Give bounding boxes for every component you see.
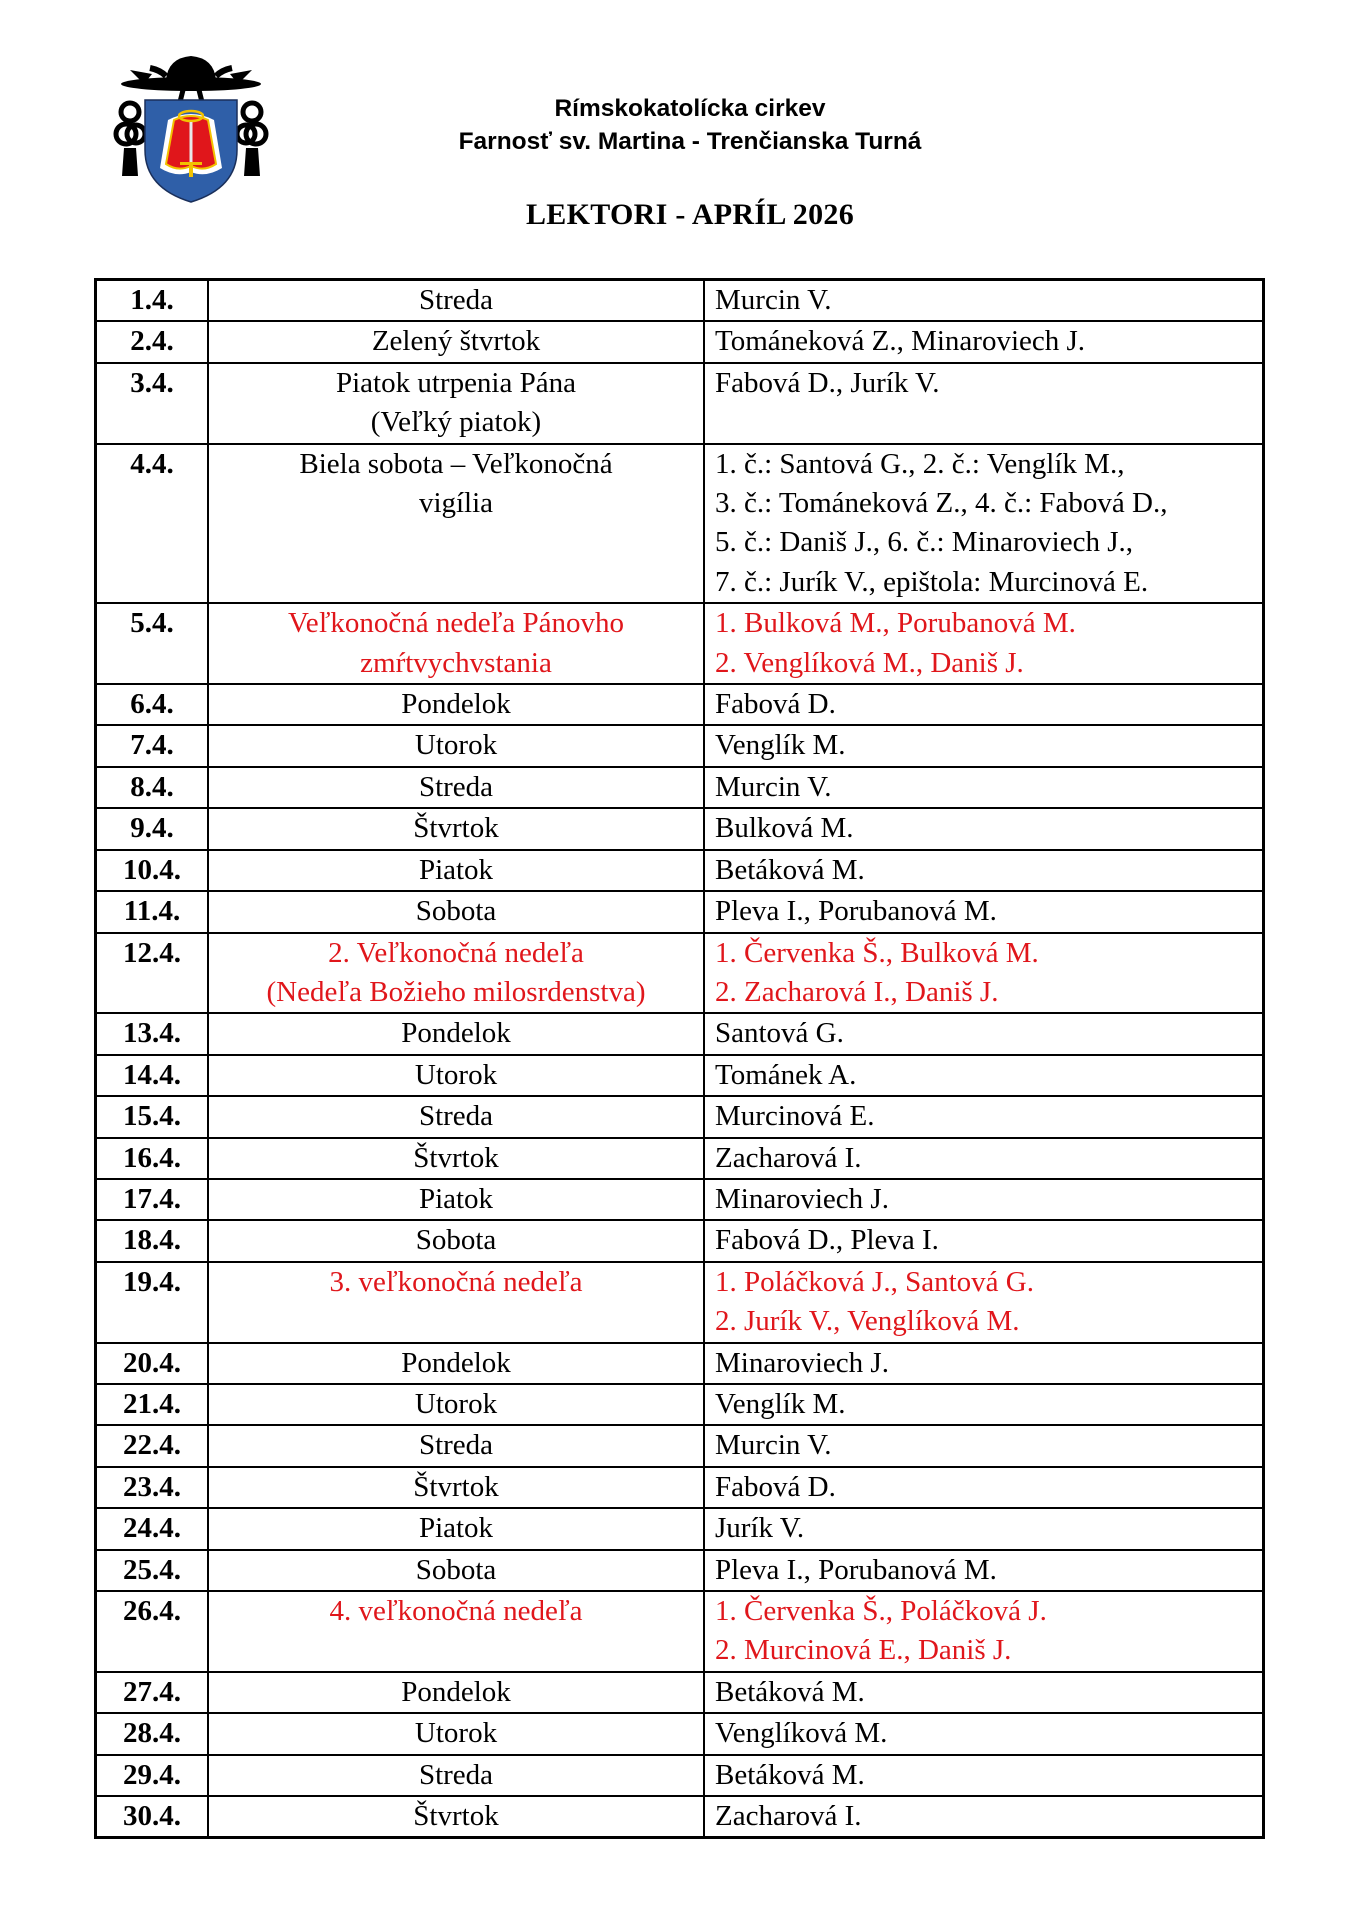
liturgical-day-cell xyxy=(208,933,704,1014)
reader-line: Murcin V. xyxy=(715,284,832,316)
liturgical-day-cell xyxy=(208,280,704,322)
readers-cell xyxy=(704,1796,1264,1838)
date-cell: 24.4. xyxy=(96,1508,209,1549)
table-row xyxy=(96,1467,1264,1508)
date-cell: 4.4. xyxy=(96,444,209,604)
table-row xyxy=(96,933,1264,1014)
table-row xyxy=(96,1755,1264,1796)
date-cell: 30.4. xyxy=(96,1796,209,1838)
liturgical-day-cell xyxy=(208,1138,704,1179)
day-line: Štvrtok xyxy=(413,1141,499,1174)
reader-line: Bulková M. xyxy=(715,812,854,845)
table-row xyxy=(96,1796,1264,1838)
liturgical-day-cell xyxy=(208,444,704,604)
liturgical-day-cell xyxy=(208,1550,704,1591)
date-cell: 19.4. xyxy=(96,1262,209,1343)
reader-line: Fabová D. xyxy=(715,1470,836,1503)
readers-cell xyxy=(704,684,1264,725)
readers-cell xyxy=(704,1220,1264,1261)
reader-line: Fabová D. xyxy=(715,688,836,721)
reader-line: 2. Murcinová E., Daniš J. xyxy=(715,1634,1012,1667)
day-line: Streda xyxy=(418,284,494,316)
liturgical-day-cell xyxy=(208,850,704,891)
date-cell: 13.4. xyxy=(96,1013,209,1054)
liturgical-day-cell xyxy=(208,1220,704,1261)
organization-name: Rímskokatolícka cirkev xyxy=(554,95,826,122)
reader-line: 1. Poláčková J., Santová G. xyxy=(715,1265,1034,1298)
reader-line: 2. Zacharová I., Daniš J. xyxy=(715,975,999,1008)
day-line: Biela sobota – Veľkonočná xyxy=(299,447,613,480)
table-row xyxy=(96,1055,1264,1096)
reader-line: Zacharová I. xyxy=(715,1800,862,1833)
date-cell: 1.4. xyxy=(96,280,209,322)
reader-line: Santová G. xyxy=(715,1017,844,1050)
table-row xyxy=(96,1013,1264,1054)
day-line: Streda xyxy=(418,1100,494,1133)
table-row xyxy=(96,1179,1264,1220)
reader-line: Betáková M. xyxy=(715,1675,865,1708)
date-cell: 20.4. xyxy=(96,1343,209,1384)
liturgical-day-cell xyxy=(208,891,704,932)
parish-coat-of-arms-icon xyxy=(108,50,274,206)
table-row xyxy=(96,280,1264,322)
day-line: Utorok xyxy=(414,729,498,762)
reader-line: Pleva I., Porubanová M. xyxy=(715,895,997,928)
date-cell: 22.4. xyxy=(96,1425,209,1466)
readers-cell xyxy=(704,1013,1264,1054)
liturgical-day-cell xyxy=(208,321,704,362)
reader-line: Fabová D., Jurík V. xyxy=(715,366,940,399)
liturgical-day-cell xyxy=(208,1672,704,1713)
day-line: Piatok xyxy=(418,1512,494,1545)
organization-header xyxy=(380,92,1000,158)
reader-line: Murcin V. xyxy=(715,1429,832,1462)
day-line: Utorok xyxy=(414,1717,498,1750)
day-line: Streda xyxy=(418,770,494,803)
readers-cell xyxy=(704,280,1264,322)
reader-line: Minaroviech J. xyxy=(715,1346,889,1379)
readers-cell xyxy=(704,1550,1264,1591)
day-line: Sobota xyxy=(415,1553,497,1586)
table-row xyxy=(96,1713,1264,1754)
reader-line: Betáková M. xyxy=(715,853,865,886)
table-row xyxy=(96,1425,1264,1466)
day-line: Pondelok xyxy=(401,1675,511,1708)
readers-cell xyxy=(704,1508,1264,1549)
day-line: Zelený štvrtok xyxy=(371,325,541,358)
table-row xyxy=(96,1096,1264,1137)
day-line: vigília xyxy=(418,487,494,520)
liturgical-day-cell xyxy=(208,1384,704,1425)
day-line: Pondelok xyxy=(401,1346,511,1379)
day-line: (Veľký piatok) xyxy=(370,406,542,439)
reader-line: Venglíková M. xyxy=(715,1717,888,1750)
date-cell: 8.4. xyxy=(96,767,209,808)
reader-line: Pleva I., Porubanová M. xyxy=(715,1553,997,1586)
reader-line: 1. č.: Santová G., 2. č.: Venglík M., xyxy=(715,447,1125,480)
readers-cell xyxy=(704,767,1264,808)
date-cell: 16.4. xyxy=(96,1138,209,1179)
table-row xyxy=(96,1550,1264,1591)
liturgical-day-cell xyxy=(208,1508,704,1549)
table-row xyxy=(96,808,1264,849)
day-line: Sobota xyxy=(415,1224,497,1257)
readers-cell xyxy=(704,1055,1264,1096)
table-row xyxy=(96,684,1264,725)
date-cell: 15.4. xyxy=(96,1096,209,1137)
readers-cell xyxy=(704,1755,1264,1796)
reader-line: Venglík M. xyxy=(715,729,846,762)
liturgical-day-cell xyxy=(208,767,704,808)
day-line: Piatok xyxy=(418,853,494,886)
schedule-body xyxy=(96,280,1264,1838)
liturgical-day-cell xyxy=(208,1013,704,1054)
readers-cell xyxy=(704,1343,1264,1384)
liturgical-day-cell xyxy=(208,1343,704,1384)
date-cell: 17.4. xyxy=(96,1179,209,1220)
readers-cell xyxy=(704,808,1264,849)
reader-line: 5. č.: Daniš J., 6. č.: Minaroviech J., xyxy=(715,526,1134,559)
table-row xyxy=(96,1262,1264,1343)
liturgical-day-cell xyxy=(208,1467,704,1508)
readers-cell xyxy=(704,1262,1264,1343)
reader-line: Murcin V. xyxy=(715,770,832,803)
liturgical-day-cell xyxy=(208,1755,704,1796)
day-line: Pondelok xyxy=(401,688,511,721)
readers-cell xyxy=(704,1713,1264,1754)
day-line: Štvrtok xyxy=(413,812,499,845)
readers-cell xyxy=(704,1138,1264,1179)
liturgical-day-cell xyxy=(208,603,704,684)
date-cell: 23.4. xyxy=(96,1467,209,1508)
liturgical-day-cell xyxy=(208,1055,704,1096)
date-cell: 6.4. xyxy=(96,684,209,725)
reader-line: Jurík V. xyxy=(715,1512,805,1545)
reader-line: Betáková M. xyxy=(715,1758,865,1791)
table-row xyxy=(96,444,1264,604)
table-row xyxy=(96,363,1264,444)
readers-cell xyxy=(704,1672,1264,1713)
day-line: 4. veľkonočná nedeľa xyxy=(329,1595,583,1627)
table-row xyxy=(96,767,1264,808)
day-line: Veľkonočná nedeľa Pánovho xyxy=(287,607,625,640)
day-line: Štvrtok xyxy=(413,1470,499,1503)
readers-cell xyxy=(704,725,1264,766)
date-cell: 12.4. xyxy=(96,933,209,1014)
table-row xyxy=(96,725,1264,766)
reader-line: 2. Jurík V., Venglíková M. xyxy=(715,1305,1020,1338)
readers-cell xyxy=(704,1384,1264,1425)
table-row xyxy=(96,891,1264,932)
document-title: LEKTORI - APRÍL 2026 xyxy=(525,198,855,231)
table-row xyxy=(96,1384,1264,1425)
table-row xyxy=(96,1220,1264,1261)
liturgical-day-cell xyxy=(208,1796,704,1838)
date-cell: 26.4. xyxy=(96,1591,209,1672)
liturgical-day-cell xyxy=(208,725,704,766)
date-cell: 9.4. xyxy=(96,808,209,849)
day-line: Streda xyxy=(418,1429,494,1462)
table-row xyxy=(96,1672,1264,1713)
reader-line: Tománeková Z., Minaroviech J. xyxy=(715,325,1086,358)
table-row xyxy=(96,1591,1264,1672)
reader-line: Zacharová I. xyxy=(715,1141,862,1174)
day-line: Štvrtok xyxy=(413,1800,499,1833)
liturgical-day-cell xyxy=(208,1425,704,1466)
day-line: Piatok utrpenia Pána xyxy=(335,366,576,399)
day-line: 2. Veľkonočná nedeľa xyxy=(328,936,584,969)
reader-line: 2. Venglíková M., Daniš J. xyxy=(715,646,1024,679)
day-line: Streda xyxy=(418,1758,494,1791)
table-row xyxy=(96,1138,1264,1179)
date-cell: 3.4. xyxy=(96,363,209,444)
reader-line: Murcinová E. xyxy=(715,1100,875,1133)
date-cell: 14.4. xyxy=(96,1055,209,1096)
readers-cell xyxy=(704,444,1264,604)
date-cell: 28.4. xyxy=(96,1713,209,1754)
liturgical-day-cell xyxy=(208,808,704,849)
readers-cell xyxy=(704,1591,1264,1672)
table-row xyxy=(96,321,1264,362)
liturgical-day-cell xyxy=(208,1096,704,1137)
table-row xyxy=(96,850,1264,891)
day-line: Sobota xyxy=(415,895,497,928)
date-cell: 25.4. xyxy=(96,1550,209,1591)
date-cell: 11.4. xyxy=(96,891,209,932)
day-line: 3. veľkonočná nedeľa xyxy=(329,1265,583,1298)
day-line: Utorok xyxy=(414,1387,498,1420)
readers-cell xyxy=(704,1425,1264,1466)
readers-cell xyxy=(704,321,1264,362)
date-cell: 5.4. xyxy=(96,603,209,684)
day-line: (Nedeľa Božieho milosrdenstva) xyxy=(266,975,646,1008)
reader-line xyxy=(715,403,1256,442)
day-line: zmŕtvychvstania xyxy=(360,646,552,679)
reader-schedule-table xyxy=(94,278,1265,1839)
liturgical-day-cell xyxy=(208,1713,704,1754)
date-cell: 18.4. xyxy=(96,1220,209,1261)
date-cell: 21.4. xyxy=(96,1384,209,1425)
reader-line: Fabová D., Pleva I. xyxy=(715,1224,939,1257)
readers-cell xyxy=(704,891,1264,932)
readers-cell xyxy=(704,1096,1264,1137)
date-cell: 10.4. xyxy=(96,850,209,891)
reader-line: 3. č.: Tománeková Z., 4. č.: Fabová D., xyxy=(715,487,1168,520)
readers-cell xyxy=(704,1179,1264,1220)
day-line: Pondelok xyxy=(401,1017,511,1050)
table-row xyxy=(96,1343,1264,1384)
liturgical-day-cell xyxy=(208,363,704,444)
reader-line: 1. Červenka Š., Poláčková J. xyxy=(715,1595,1047,1627)
date-cell: 7.4. xyxy=(96,725,209,766)
reader-line: Venglík M. xyxy=(715,1387,846,1420)
date-cell: 2.4. xyxy=(96,321,209,362)
readers-cell xyxy=(704,1467,1264,1508)
liturgical-day-cell xyxy=(208,1591,704,1672)
readers-cell xyxy=(704,933,1264,1014)
readers-cell xyxy=(704,363,1264,444)
table-row xyxy=(96,603,1264,684)
day-line: Piatok xyxy=(418,1182,494,1215)
reader-line: 1. Bulková M., Porubanová M. xyxy=(715,607,1076,640)
reader-line: 1. Červenka Š., Bulková M. xyxy=(715,936,1039,969)
reader-line: 7. č.: Jurík V., epištola: Murcinová E. xyxy=(715,565,1149,598)
table-row xyxy=(96,1508,1264,1549)
reader-line: Tománek A. xyxy=(715,1058,857,1091)
parish-name: Farnosť sv. Martina - Trenčianska Turná xyxy=(458,128,922,155)
liturgical-day-cell xyxy=(208,684,704,725)
date-cell: 27.4. xyxy=(96,1672,209,1713)
day-line: Utorok xyxy=(414,1058,498,1091)
liturgical-day-cell xyxy=(208,1262,704,1343)
readers-cell xyxy=(704,850,1264,891)
date-cell: 29.4. xyxy=(96,1755,209,1796)
liturgical-day-cell xyxy=(208,1179,704,1220)
readers-cell xyxy=(704,603,1264,684)
reader-line: Minaroviech J. xyxy=(715,1182,889,1215)
